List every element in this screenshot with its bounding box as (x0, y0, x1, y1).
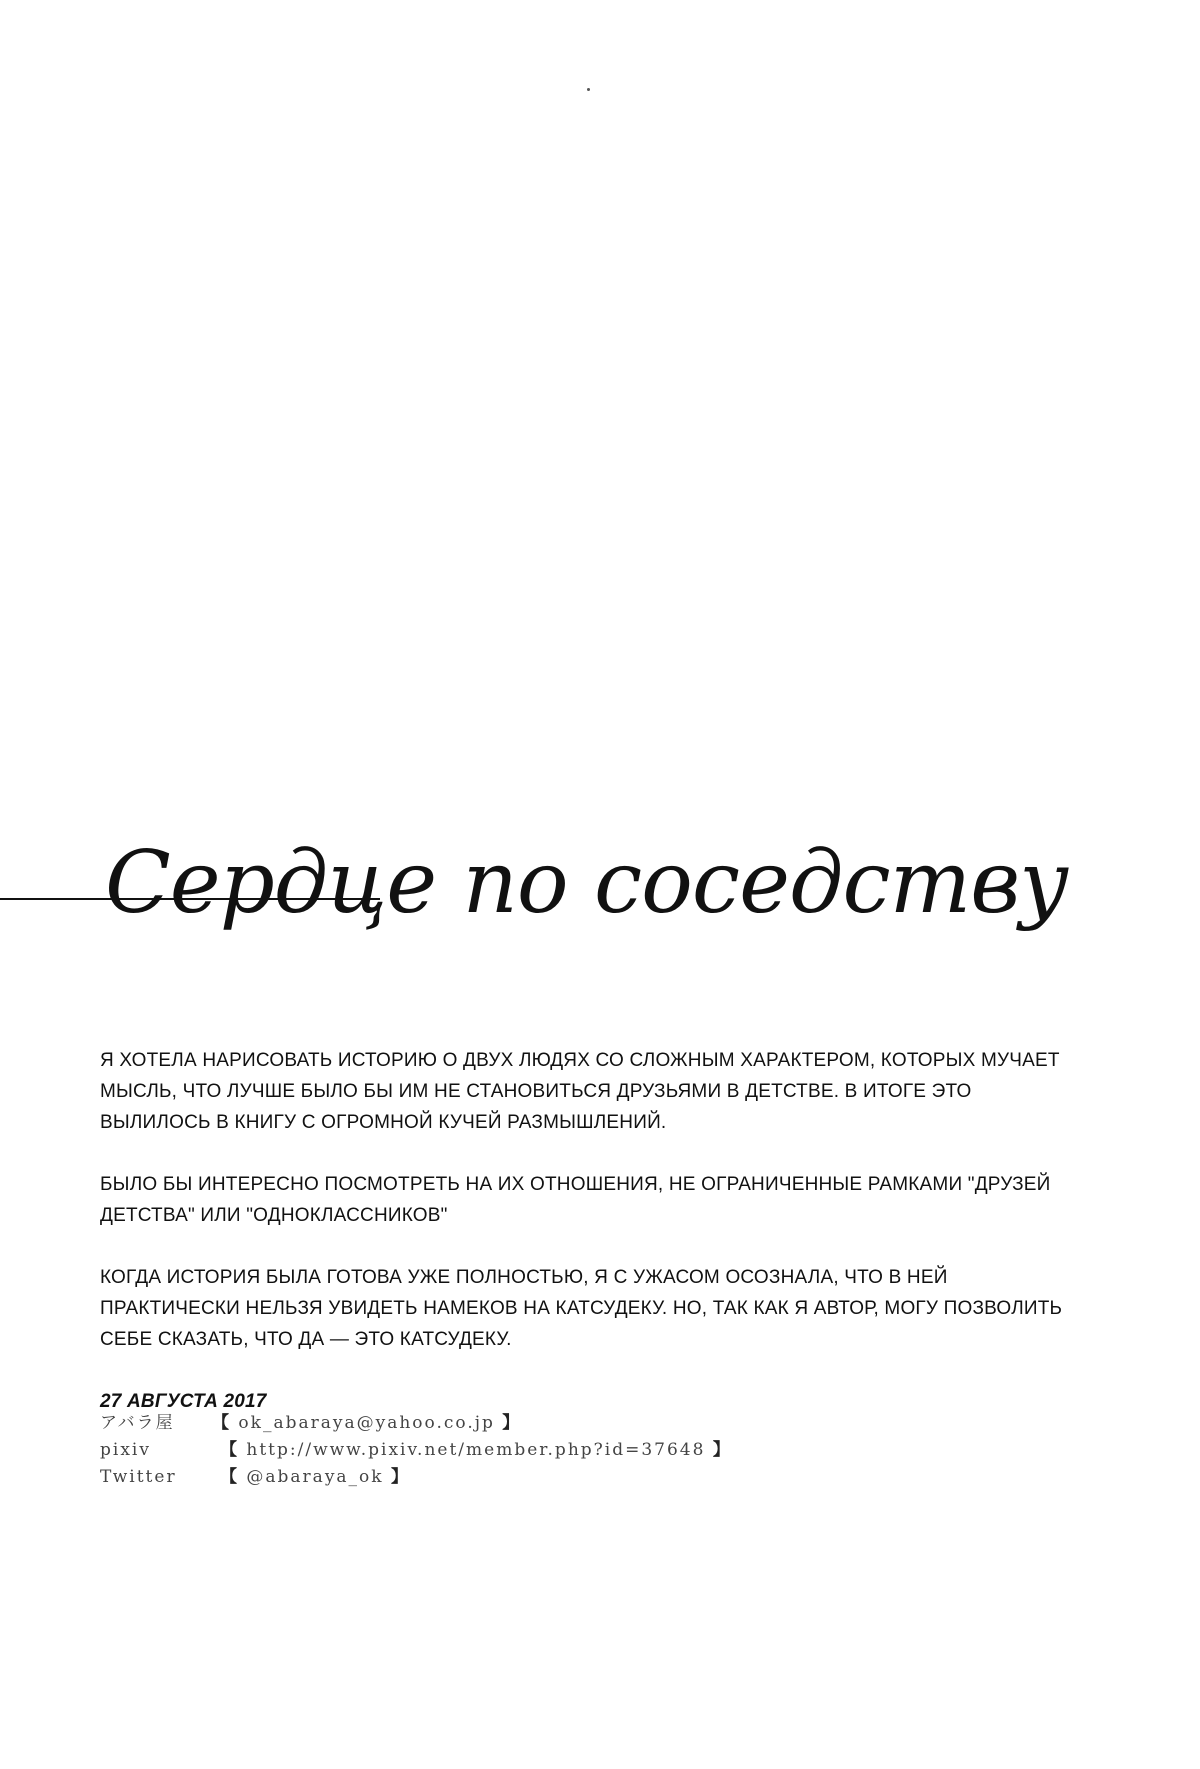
contact-twitter[interactable] (220, 1464, 410, 1491)
contact-pixiv[interactable] (220, 1437, 732, 1464)
paper-speck (587, 88, 590, 91)
contact-label-pixiv: pixiv (100, 1440, 151, 1460)
open-bracket: 【 (220, 1467, 239, 1487)
open-bracket: 【 (220, 1440, 239, 1460)
paragraph-2: БЫЛО БЫ ИНТЕРЕСНО ПОСМОТРЕТЬ НА ИХ ОТНОШЕНИЯ, НЕ ОГРАНИЧЕННЫЕ РАМКАМИ "ДРУЗЕЙ ДЕТСТВА" ИЛИ "ОДНОКЛАССНИКОВ" (100, 1174, 1051, 1226)
paragraph-1: Я ХОТЕЛА НАРИСОВАТЬ ИСТОРИЮ О ДВУХ ЛЮДЯХ СО СЛОЖНЫМ ХАРАКТЕРОМ, КОТОРЫХ МУЧАЕТ МЫСЛЬ, ЧТО ЛУЧШЕ БЫЛО БЫ ИМ НЕ СТАНОВИТЬСЯ ДРУЗЬЯМИ В ДЕТСТВЕ. В ИТОГЕ ЭТО ВЫЛИЛОСЬ В КНИГУ С ОГРОМНОЙ КУЧЕЙ РАЗМЫШЛЕНИЙ. (100, 1050, 1060, 1133)
close-bracket: 】 (391, 1467, 411, 1487)
open-bracket: 【 (212, 1413, 231, 1433)
afterword-text (100, 1045, 1080, 1448)
close-bracket: 】 (502, 1413, 522, 1433)
pixiv-link[interactable]: http://www.pixiv.net/member.php?id=37648 (246, 1440, 706, 1460)
contact-label-circle: アバラ屋 (100, 1413, 175, 1433)
twitter-link[interactable]: @abaraya_ok (246, 1467, 384, 1487)
close-bracket: 】 (712, 1440, 732, 1460)
page-title: Сердце по соседству (105, 833, 1069, 933)
date: 27 АВГУСТА 2017 (100, 1391, 267, 1412)
paragraph-3: КОГДА ИСТОРИЯ БЫЛА ГОТОВА УЖЕ ПОЛНОСТЬЮ, Я С УЖАСОМ ОСОЗНАЛА, ЧТО В НЕЙ ПРАКТИЧЕСКИ НЕЛЬЗЯ УВИДЕТЬ НАМЕКОВ НА КАТСУДЕКУ. НО, ТАК КАК Я АВТОР, МОГУ ПОЗВОЛИТЬ СЕБЕ СКАЗАТЬ, ЧТО ДА — ЭТО КАТСУДЕКУ. (100, 1267, 1063, 1350)
contact-label-twitter: Twitter (100, 1467, 177, 1487)
contact-email[interactable] (212, 1410, 521, 1437)
email-link[interactable]: ok_abaraya@yahoo.co.jp (238, 1413, 495, 1433)
